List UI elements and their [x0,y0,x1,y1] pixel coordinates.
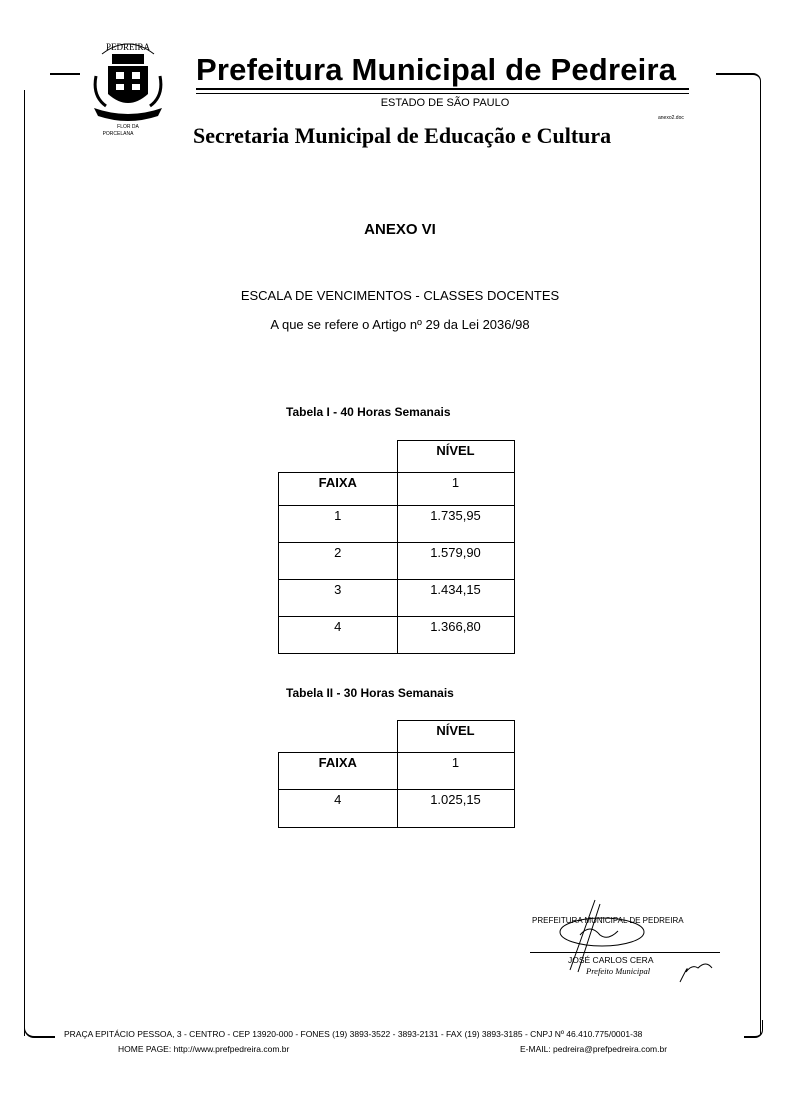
municipality-title: Prefeitura Municipal de Pedreira [196,52,677,87]
stamp-text: PREFEITURA MUNICIPAL DE PEDREIRA [532,916,684,925]
law-reference: A que se refere o Artigo nº 29 da Lei 2036/98 [270,317,530,332]
table-row [279,506,515,543]
svg-text:PORCELANA: PORCELANA [102,131,134,136]
value-cell: 1.366,80 [397,617,514,654]
svg-text:PEDREIRA: PEDREIRA [105,42,151,52]
table-caption: Tabela I - 40 Horas Semanais [286,405,451,419]
salary-table-1 [278,440,515,654]
level-value: 1 [397,753,514,790]
handwritten-signature [540,890,780,1000]
signatory-role: Prefeito Municipal [586,966,651,976]
table-row [279,617,515,654]
signature-line [530,952,720,953]
frame-line [24,1020,55,1038]
value-cell: 1.735,95 [397,506,514,543]
frame-line [50,73,80,75]
annex-heading: ANEXO VI [364,221,436,238]
value-cell: 1.579,90 [397,543,514,580]
frame-line [744,1020,763,1038]
level-header: NÍVEL [397,721,514,753]
level-header: NÍVEL [397,441,514,473]
value-cell: 1.025,15 [397,790,514,828]
footer-address: PRAÇA EPITÁCIO PESSOA, 3 - CENTRO - CEP 13920-000 - FONES (19) 3893-3522 - 3893-2131 - FAX (19) 3893-3185 - CNPJ Nº 46.410.775/0001-38 [64,1029,643,1039]
value-cell: 1.434,15 [397,580,514,617]
table-row [279,580,515,617]
table-row [279,790,515,828]
range-cell: 4 [279,617,398,654]
table-caption: Tabela II - 30 Horas Semanais [286,686,454,700]
range-cell: 1 [279,506,398,543]
salary-table-2 [278,720,515,828]
range-header: FAIXA [279,473,398,506]
table-row [279,543,515,580]
range-cell: 2 [279,543,398,580]
subtitle: ESCALA DE VENCIMENTOS - CLASSES DOCENTES [240,288,560,303]
range-header: FAIXA [279,753,398,790]
range-cell: 3 [279,580,398,617]
signatory-name: JOSÉ CARLOS CERA [568,955,654,965]
range-cell: 4 [279,790,398,828]
footer-email: E-MAIL: pedreira@prefpedreira.com.br [520,1044,668,1054]
coat-of-arms-logo [88,36,168,136]
title-underline [196,88,689,94]
svg-text:FLOR DA: FLOR DA [117,124,139,130]
state-label: ESTADO DE SÃO PAULO [380,97,510,109]
level-value: 1 [397,473,514,506]
footer-homepage: HOME PAGE: http://www.prefpedreira.com.br [118,1044,290,1054]
department-title: Secretaria Municipal de Educação e Cultura [193,123,612,148]
document-reference: anexo2.doc [658,115,684,121]
